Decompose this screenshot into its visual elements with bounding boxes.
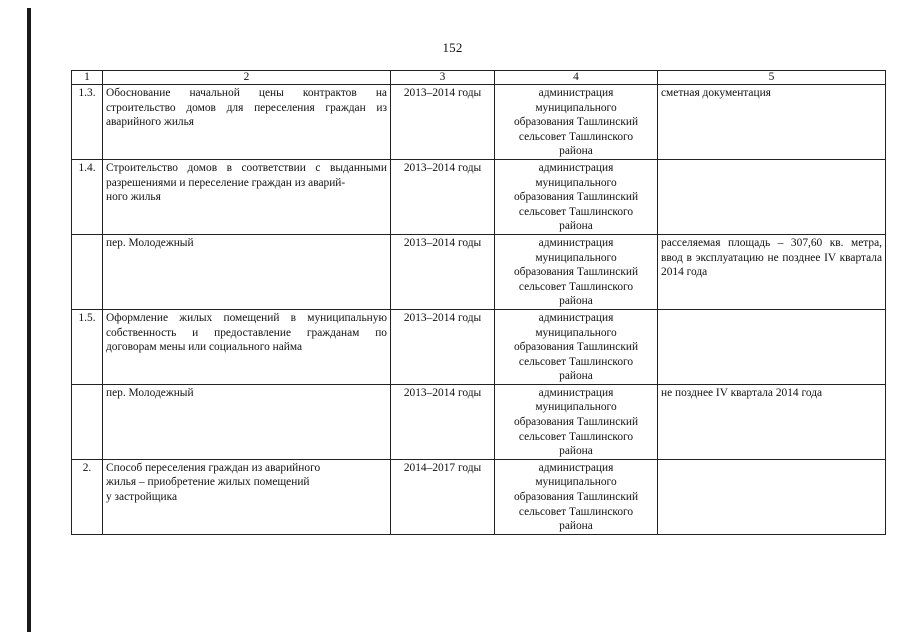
- table-row: [72, 234, 886, 309]
- row-number: [72, 234, 103, 309]
- row-number: 1.3.: [72, 85, 103, 160]
- row-period: 2013–2014 годы: [391, 85, 495, 160]
- row-description: Оформление жилых помещений в муниципальную собственность и предоставление гражданам по договорам мены или социального найма: [103, 309, 391, 384]
- row-period: 2013–2014 годы: [391, 384, 495, 459]
- scan-edge-border: [27, 8, 31, 632]
- row-executor: администрация муниципального образования Ташлинский сельсовет Ташлинского района: [495, 384, 658, 459]
- row-description: Строительство домов в соответствии с выданными разрешениями и переселение граждан из аварий- ного жилья: [103, 159, 391, 234]
- table-row: [72, 309, 886, 384]
- row-executor: администрация муниципального образования Ташлинский сельсовет Ташлинского района: [495, 459, 658, 534]
- row-executor: администрация муниципального образования Ташлинский сельсовет Ташлинского района: [495, 309, 658, 384]
- table-row: [72, 384, 886, 459]
- row-period: 2013–2014 годы: [391, 159, 495, 234]
- row-result: не позднее IV квартала 2014 года: [658, 384, 886, 459]
- row-number: 1.4.: [72, 159, 103, 234]
- header-cell-4: 4: [495, 71, 658, 85]
- row-executor: администрация муниципального образования Ташлинский сельсовет Ташлинского района: [495, 159, 658, 234]
- program-table: [71, 70, 886, 535]
- row-number: [72, 384, 103, 459]
- row-result: [658, 159, 886, 234]
- row-result: [658, 309, 886, 384]
- table-row: [72, 85, 886, 160]
- row-description: пер. Молодежный: [103, 384, 391, 459]
- row-number: 1.5.: [72, 309, 103, 384]
- header-cell-2: 2: [103, 71, 391, 85]
- row-result: сметная документация: [658, 85, 886, 160]
- row-description: Способ переселения граждан из аварийного жилья – приобретение жилых помещений у застройщика: [103, 459, 391, 534]
- table-row: [72, 459, 886, 534]
- header-cell-3: 3: [391, 71, 495, 85]
- row-executor: администрация муниципального образования Ташлинский сельсовет Ташлинского района: [495, 85, 658, 160]
- row-description: Обоснование начальной цены контрактов на строительство домов для переселения граждан из аварийного жилья: [103, 85, 391, 160]
- row-period: 2014–2017 годы: [391, 459, 495, 534]
- table-header-row: [72, 71, 886, 85]
- row-period: 2013–2014 годы: [391, 234, 495, 309]
- row-period: 2013–2014 годы: [391, 309, 495, 384]
- row-result: [658, 459, 886, 534]
- header-cell-5: 5: [658, 71, 886, 85]
- page-number: 152: [442, 40, 463, 55]
- table-row: [72, 159, 886, 234]
- row-number: 2.: [72, 459, 103, 534]
- row-description: пер. Молодежный: [103, 234, 391, 309]
- row-executor: администрация муниципального образования Ташлинский сельсовет Ташлинского района: [495, 234, 658, 309]
- row-result: расселяемая площадь – 307,60 кв. метра, ввод в эксплуатацию не позднее IV квартала 2014 года: [658, 234, 886, 309]
- header-cell-1: 1: [72, 71, 103, 85]
